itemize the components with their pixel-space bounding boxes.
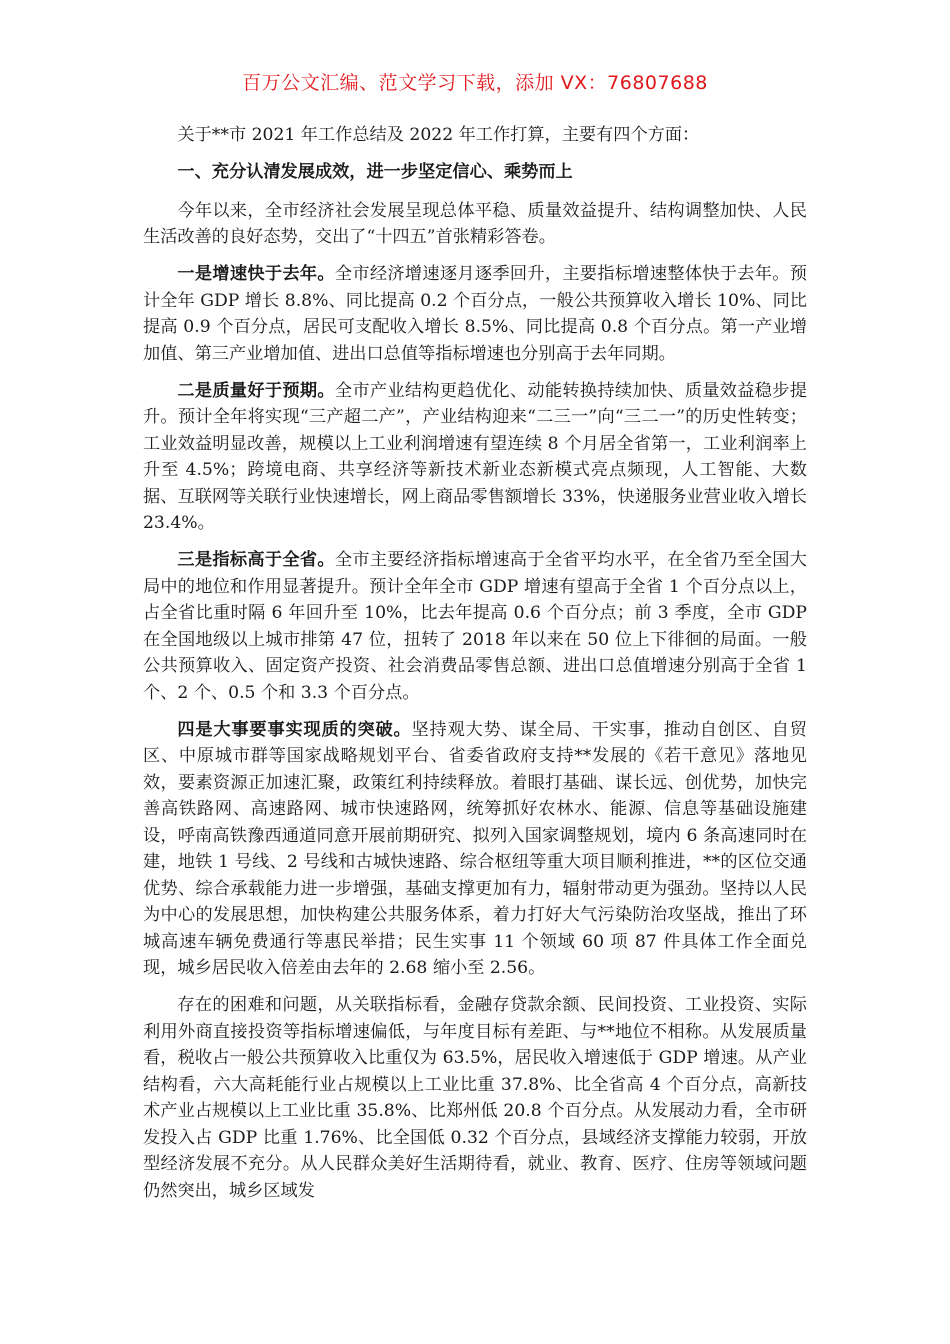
section-heading: 一、充分认清发展成效，进一步坚定信心、乘势而上	[177, 162, 573, 182]
intro-paragraph: 关于**市 2021 年工作总结及 2022 年工作打算，主要有四个方面：	[177, 125, 700, 145]
point-1-body: 全市经济增速逐月逐季回升，主要指标增速整体快于去年。预计全年 GDP 增长 8.8%、同比提高 0.2 个百分点，一般公共预算收入增长 10%、同比提高 0.9 个百分点，居民可支配收入增长 8.5%、同比提高 0.8 个百分点。第一产业增加值、第三产业增加值、进出口总值等指标增速也分别高于去年同期。	[143, 264, 807, 364]
point-2-lead: 二是质量好于预期。	[177, 380, 335, 401]
point-3-lead: 三是指标高于全省。	[177, 550, 335, 570]
point-4-paragraph	[143, 717, 807, 982]
point-3-paragraph	[143, 547, 807, 706]
point-3-body: 全市主要经济指标增速高于全省平均水平，在全省乃至全国大局中的地位和作用显著提升。预计全年全市 GDP 增速有望高于全省 1 个百分点以上，占全省比重时隔 6 年回升至 10%，比去年提高 0.6 个百分点；前 3 季度，全市 GDP 在全国地级以上城市排第 47 位，扭转了 2018 年以来在 50 位上下徘徊的局面。一般公共预算收入、固定资产投资、社会消费品零售总额、进出口总值增速分别高于全省 1 个、2 个、0.5 个和 3.3 个百分点。	[143, 550, 807, 703]
point-2-paragraph	[143, 378, 807, 537]
overview-paragraph: 今年以来，全市经济社会发展呈现总体平稳、质量效益提升、结构调整加快、人民生活改善的良好态势，交出了“十四五”首张精彩答卷。	[143, 200, 807, 247]
problems-paragraph: 存在的困难和问题，从关联指标看，金融存贷款余额、民间投资、工业投资、实际利用外商直接投资等指标增速偏低，与年度目标有差距、与**地位不相称。从发展质量看，税收占一般公共预算收入比重仅为 63.5%，居民收入增速低于 GDP 增速。从产业结构看，六大高耗能行业占规模以上工业比重 37.8%、比全省高 4 个百分点，高新技术产业占规模以上工业比重 35.8%、比郑州低 20.8 个百分点。从发展动力看，全市研发投入占 GDP 比重 1.76%、比全国低 0.32 个百分点，县域经济支撑能力较弱，开放型经济发展不充分。从人民群众美好生活期待看，就业、教育、医疗、住房等领域问题仍然突出，城乡区域发	[143, 995, 807, 1201]
point-1-paragraph	[143, 261, 807, 367]
point-2-body: 全市产业结构更趋优化、动能转换持续加快、质量效益稳步提升。预计全年将实现“三产超二产”，产业结构迎来“二三一”向“三二一”的历史性转变；工业效益明显改善，规模以上工业利润增速有望连续 8 个月居全省第一，工业利润率上升至 4.5%；跨境电商、共享经济等新技术新业态新模式亮点频现，人工智能、大数据、互联网等关联行业快速增长，网上商品零售额增长 33%，快递服务业营业收入增长 23.4%。	[143, 380, 807, 533]
point-1-lead: 一是增速快于去年。	[177, 264, 335, 284]
document-body	[143, 122, 807, 1215]
point-4-lead: 四是大事要事实现质的突破。	[177, 719, 412, 740]
point-4-body: 坚持观大势、谋全局、干实事，推动自创区、自贸区、中原城市群等国家战略规划平台、省委省政府支持**发展的《若干意见》落地见效，要素资源正加速汇聚，政策红利持续释放。着眼打基础、谋长远、创优势，加快完善高铁路网、高速路网、城市快速路网，统筹抓好农林水、能源、信息等基础设施建设，呼南高铁豫西通道同意开展前期研究、拟列入国家调整规划，境内 6 条高速同时在建，地铁 1 号线、2 号线和古城快速路、综合枢纽等重大项目顺利推进，**的区位交通优势、综合承载能力进一步增强，基础支撑更加有力，辐射带动更为强劲。坚持以人民为中心的发展思想，加快构建公共服务体系，着力打好大气污染防治攻坚战，推出了环城高速车辆免费通行等惠民举措；民生实事 11 个领域 60 项 87 件具体工作全面兑现，城乡居民收入倍差由去年的 2.68 缩小至 2.56。	[143, 719, 807, 978]
header-banner: 百万公文汇编、范文学习下载，添加 VX：76807688	[242, 72, 708, 94]
